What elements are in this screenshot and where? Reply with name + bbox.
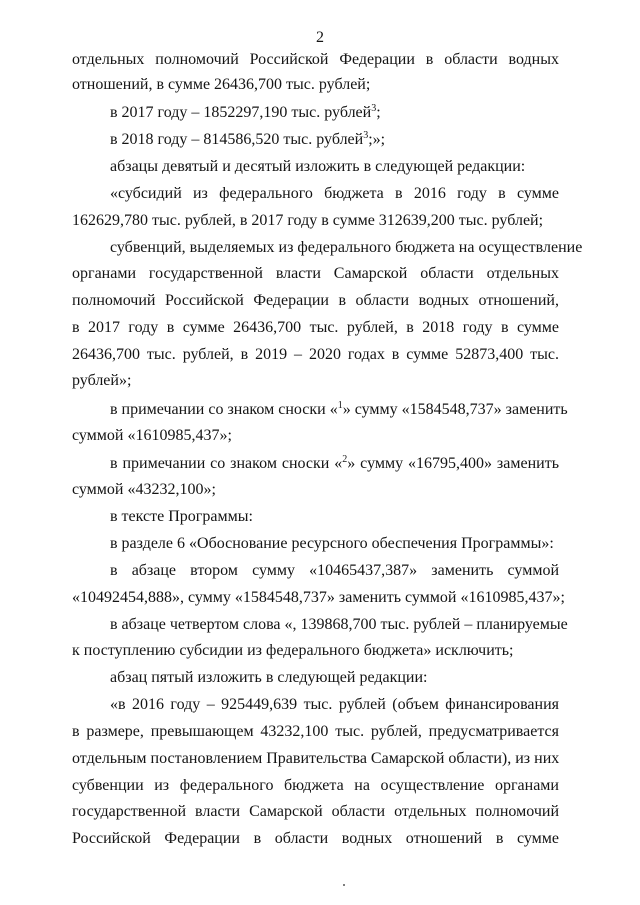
text-line xyxy=(72,722,559,742)
text-line xyxy=(110,534,559,554)
text-segment: в 2017 году в сумме 26436,700 тыс. рублей, в 2018 году в сумме xyxy=(72,319,559,336)
text-line xyxy=(72,318,559,338)
text-line xyxy=(110,561,559,581)
footnote-marker: 2 xyxy=(342,454,348,465)
text-segment: в размере, превышающем 43232,100 тыс. рублей, предусматривается xyxy=(72,723,559,740)
text-line xyxy=(72,588,565,608)
footnote-marker: 3 xyxy=(363,130,369,141)
text-segment: в тексте Программы: xyxy=(110,508,253,525)
text-line xyxy=(110,454,559,474)
text-segment: 162629,780 тыс. рублей, в 2017 году в сумме 312639,200 тыс. рублей; xyxy=(72,212,544,229)
text-segment: 26436,700 тыс. рублей, в 2019 – 2020 годах в сумме 52873,400 тыс. xyxy=(72,346,559,363)
text-line xyxy=(110,103,559,123)
text-segment: в абзаце четвертом слова «, 139868,700 тыс. рублей – планируемые xyxy=(110,616,568,633)
text-segment: в разделе 6 «Обоснование ресурсного обеспечения Программы»: xyxy=(110,535,554,552)
text-line xyxy=(72,75,559,95)
text-line xyxy=(72,480,559,500)
text-line xyxy=(72,50,559,70)
text-line xyxy=(110,695,559,715)
footnote-marker: 3 xyxy=(371,103,377,114)
text-segment: отдельным постановлением Правительства Самарской области), из них xyxy=(72,750,560,767)
text-line xyxy=(72,371,559,391)
text-line xyxy=(72,426,559,446)
text-line xyxy=(110,400,568,420)
text-segment: отношений, в сумме 26436,700 тыс. рублей; xyxy=(72,76,371,93)
text-line xyxy=(110,184,559,204)
text-line xyxy=(110,507,559,527)
text-segment: суммой «43232,100»; xyxy=(72,481,216,498)
text-line xyxy=(72,749,559,769)
text-line xyxy=(72,211,559,231)
text-line xyxy=(72,291,559,311)
text-segment: » сумму «1584548,737» заменить xyxy=(342,401,568,418)
text-line xyxy=(110,615,568,635)
text-segment: ; xyxy=(376,104,381,121)
text-segment: к поступлению субсидии из федерального бюджета» исключить; xyxy=(72,642,514,659)
text-segment: «субсидий из федерального бюджета в 2016 году в сумме xyxy=(110,185,559,202)
scan-speck xyxy=(343,884,345,886)
text-line xyxy=(72,829,559,849)
text-line xyxy=(72,802,559,822)
text-segment: органами государственной власти Самарской области отдельных xyxy=(72,265,559,282)
text-segment: государственной власти Самарской области отдельных полномочий xyxy=(72,803,559,820)
text-line xyxy=(72,641,559,661)
text-segment: «в 2016 году – 925449,639 тыс. рублей (объем финансирования xyxy=(110,696,559,713)
text-segment: субвенции из федерального бюджета на осуществление органами xyxy=(72,777,559,794)
text-segment: полномочий Российской Федерации в области водных отношений, xyxy=(72,292,559,309)
text-segment: в 2017 году – 1852297,190 тыс. рублей xyxy=(110,104,372,121)
text-segment: ;»; xyxy=(368,131,386,148)
text-segment: в 2018 году – 814586,520 тыс. рублей xyxy=(110,131,364,148)
text-segment: в абзаце втором сумму «10465437,387» заменить суммой xyxy=(110,562,559,579)
text-segment: абзацы девятый и десятый изложить в следующей редакции: xyxy=(110,158,526,175)
footnote-marker: 1 xyxy=(337,400,343,411)
text-line xyxy=(110,238,583,258)
text-line xyxy=(110,157,559,177)
text-line xyxy=(110,668,559,688)
text-segment: абзац пятый изложить в следующей редакции: xyxy=(110,669,428,686)
text-line xyxy=(110,130,559,150)
text-segment: в примечании со знаком сноски « xyxy=(110,455,343,472)
text-segment: отдельных полномочий Российской Федерации в области водных xyxy=(72,51,559,68)
text-segment: Российской Федерации в области водных отношений в сумме xyxy=(72,830,559,847)
text-segment: субвенций, выделяемых из федерального бюджета на осуществление xyxy=(110,239,583,256)
text-segment: «10492454,888», сумму «1584548,737» заменить суммой «1610985,437»; xyxy=(72,589,565,606)
page-number: 2 xyxy=(316,29,324,46)
text-line xyxy=(72,345,559,365)
text-line xyxy=(72,264,559,284)
text-segment: суммой «1610985,437»; xyxy=(72,427,232,444)
text-segment: в примечании со знаком сноски « xyxy=(110,401,338,418)
text-line xyxy=(72,776,559,796)
text-segment: рублей»; xyxy=(72,372,132,389)
text-segment: » сумму «16795,400» заменить xyxy=(347,455,559,472)
